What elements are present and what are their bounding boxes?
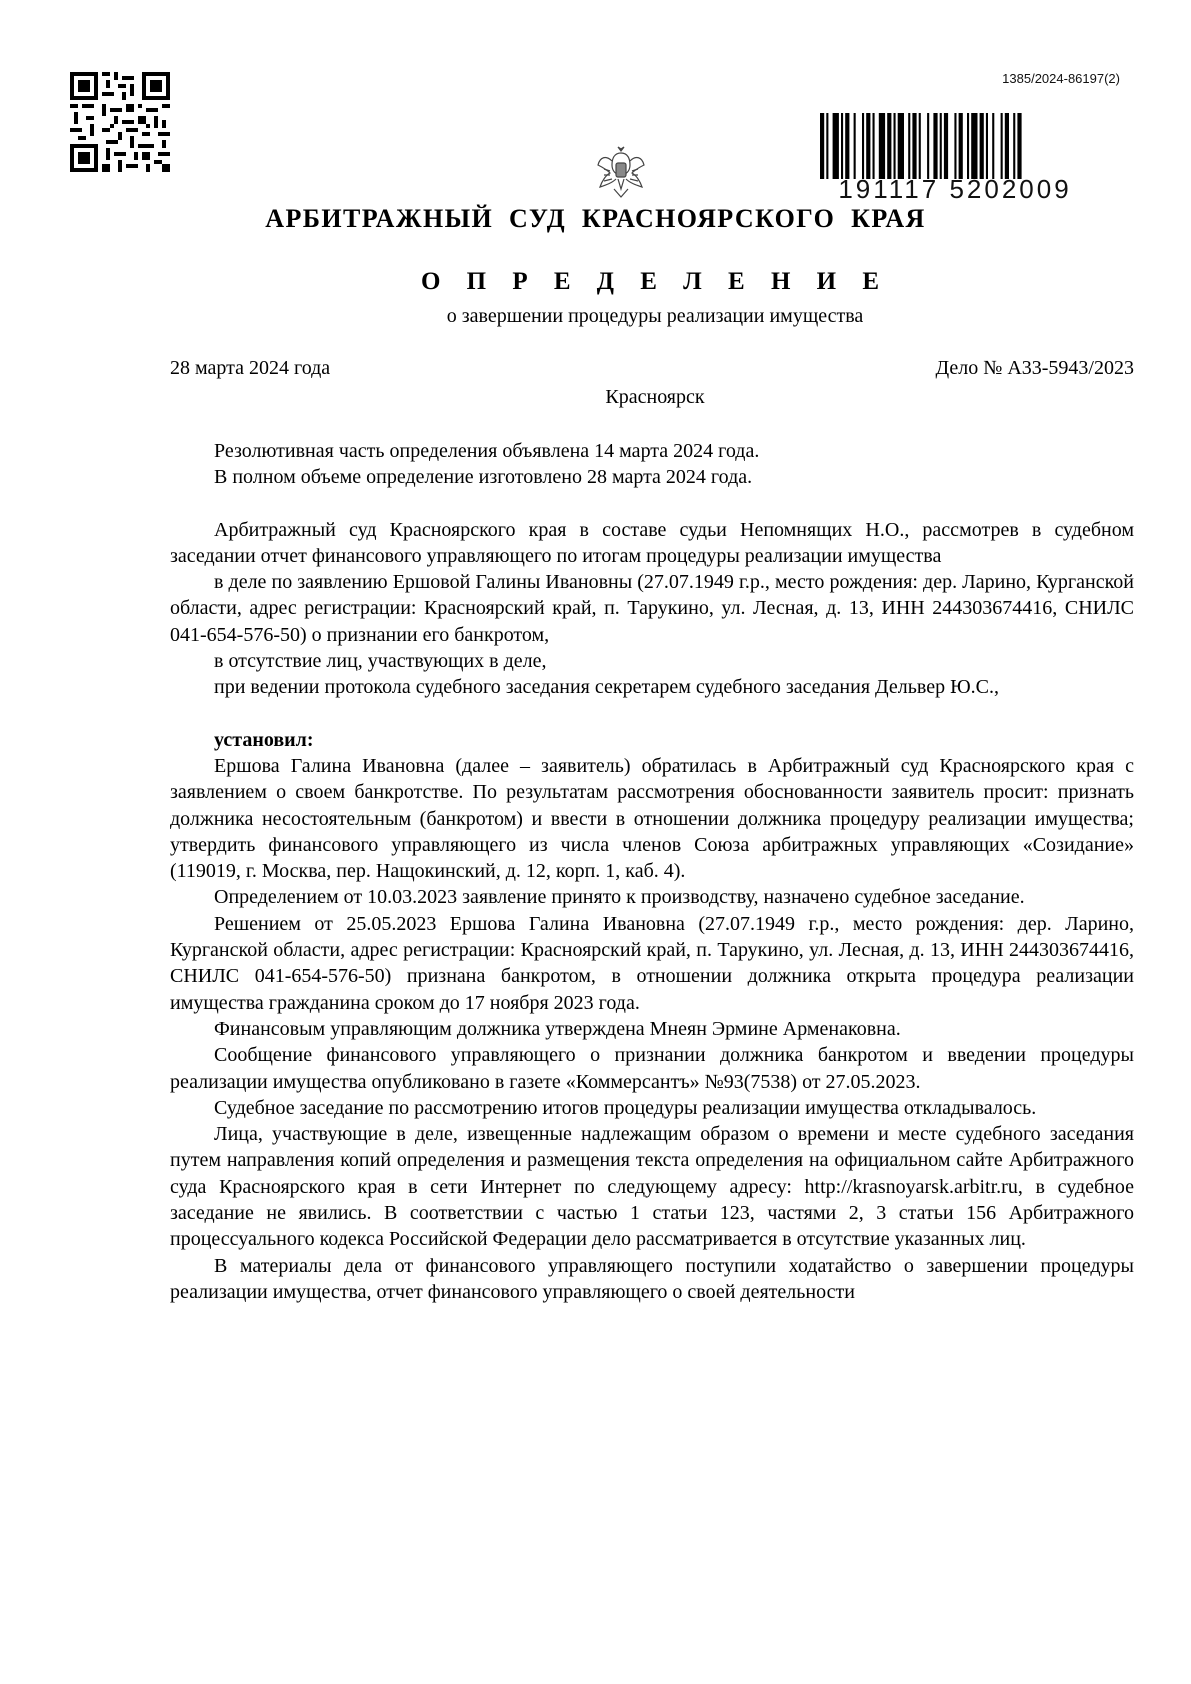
paragraph: Финансовым управляющим должника утверждена Мнеян Эрмине Арменаковна. bbox=[214, 1017, 901, 1040]
paragraph: Арбитражный суд Красноярского края в составе судьи Непомнящих Н.О., рассмотрев в судебном заседании отчет финансового управляющего по итогам процедуры реализации имущества bbox=[170, 518, 1134, 567]
court-title: АРБИТРАЖНЫЙ СУД КРАСНОЯРСКОГО КРАЯ bbox=[265, 204, 926, 233]
paragraph: Резолютивная часть определения объявлена 14 марта 2024 года. bbox=[214, 440, 760, 462]
paragraph: в деле по заявлению Ершовой Галины Ивановны (27.07.1949 г.р., место рождения: дер. Ларино, Курганской области, адрес регистрации: Красноярский край, п. Тарукино, ул. Лесная, д. 13, ИНН 244303674416, СНИЛС 041-654-576-50) о признании его банкротом, bbox=[170, 571, 1134, 646]
paragraph: Ершова Галина Ивановна (далее – заявитель) обратилась в Арбитражный суд Красноярского края с заявлением о своем банкротстве. По результатам рассмотрения обоснованности заявитель просит: признать должника несостоятельным (банкротом) и ввести в отношении должника процедуру реализации имущества; утвердить финансового управляющего из числа членов Союза арбитражных управляющих «Созидание» (119019, г. Москва, пер. Нащокинский, д. 12, корп. 1, каб. 4). bbox=[170, 754, 1134, 883]
document-subtitle: о завершении процедуры реализации имущества bbox=[446, 305, 864, 327]
spacer bbox=[170, 701, 1134, 727]
document-date: 28 марта 2024 года bbox=[170, 357, 331, 379]
document-id-number: 1385/2024-86197(2) bbox=[1002, 71, 1120, 86]
paragraph: Судебное заседание по рассмотрению итогов процедуры реализации имущества откладывалось. bbox=[214, 1096, 1037, 1119]
barcode bbox=[820, 113, 1090, 179]
spacer bbox=[170, 491, 1134, 517]
paragraph: в отсутствие лиц, участвующих в деле, bbox=[214, 650, 547, 673]
city: Красноярск bbox=[605, 386, 705, 408]
paragraph: при ведении протокола судебного заседания секретарем судебного заседания Дельвер Ю.С., bbox=[214, 676, 999, 699]
section-heading: установил: bbox=[214, 728, 314, 751]
document-body bbox=[170, 438, 1134, 1305]
paragraph: Лица, участвующие в деле, извещенные надлежащим образом о времени и месте судебного заседания путем направления копий определения и размещения текста определения на официальном сайте Арбитражного суда Красноярского края в сети Интернет по следующему адресу: http://krasnoyarsk.arbitr.ru, в судебное заседание не явились. В соответствии с частью 1 статьи 123, частями 2, 3 статьи 156 Арбитражного процессуального кодекса Российской Федерации дело рассматривается в отсутствие указанных лиц. bbox=[170, 1123, 1134, 1251]
case-number: Дело № А33-5943/2023 bbox=[935, 357, 1134, 379]
paragraph: Определением от 10.03.2023 заявление принято к производству, назначено судебное заседание. bbox=[214, 886, 1025, 909]
coat-of-arms-icon bbox=[596, 145, 646, 203]
paragraph: Сообщение финансового управляющего о признании должника банкротом и введении процедуры реализации имущества опубликовано в газете «Коммерсантъ» №93(7538) от 27.05.2023. bbox=[170, 1044, 1134, 1093]
paragraph: В материалы дела от финансового управляющего поступили ходатайство о завершении процедуры реализации имущества, отчет финансового управляющего о своей деятельности bbox=[170, 1254, 1134, 1303]
paragraph: В полном объеме определение изготовлено 28 марта 2024 года. bbox=[214, 466, 753, 489]
qr-code bbox=[70, 72, 170, 172]
document-type-heading: О П Р Е Д Е Л Е Н И Е bbox=[420, 268, 890, 295]
paragraph: Решением от 25.05.2023 Ершова Галина Ивановна (27.07.1949 г.р., место рождения: дер. Ларино, Курганской области, адрес регистрации: Красноярский край, п. Тарукино, ул. Лесная, д. 13, ИНН 244303674416, СНИЛС 041-654-576-50) признана банкротом, в отношении должника открыта процедура реализации имущества гражданина сроком до 17 ноября 2023 года. bbox=[170, 912, 1134, 1014]
barcode-digits: 191117 5202009 bbox=[838, 174, 1072, 204]
